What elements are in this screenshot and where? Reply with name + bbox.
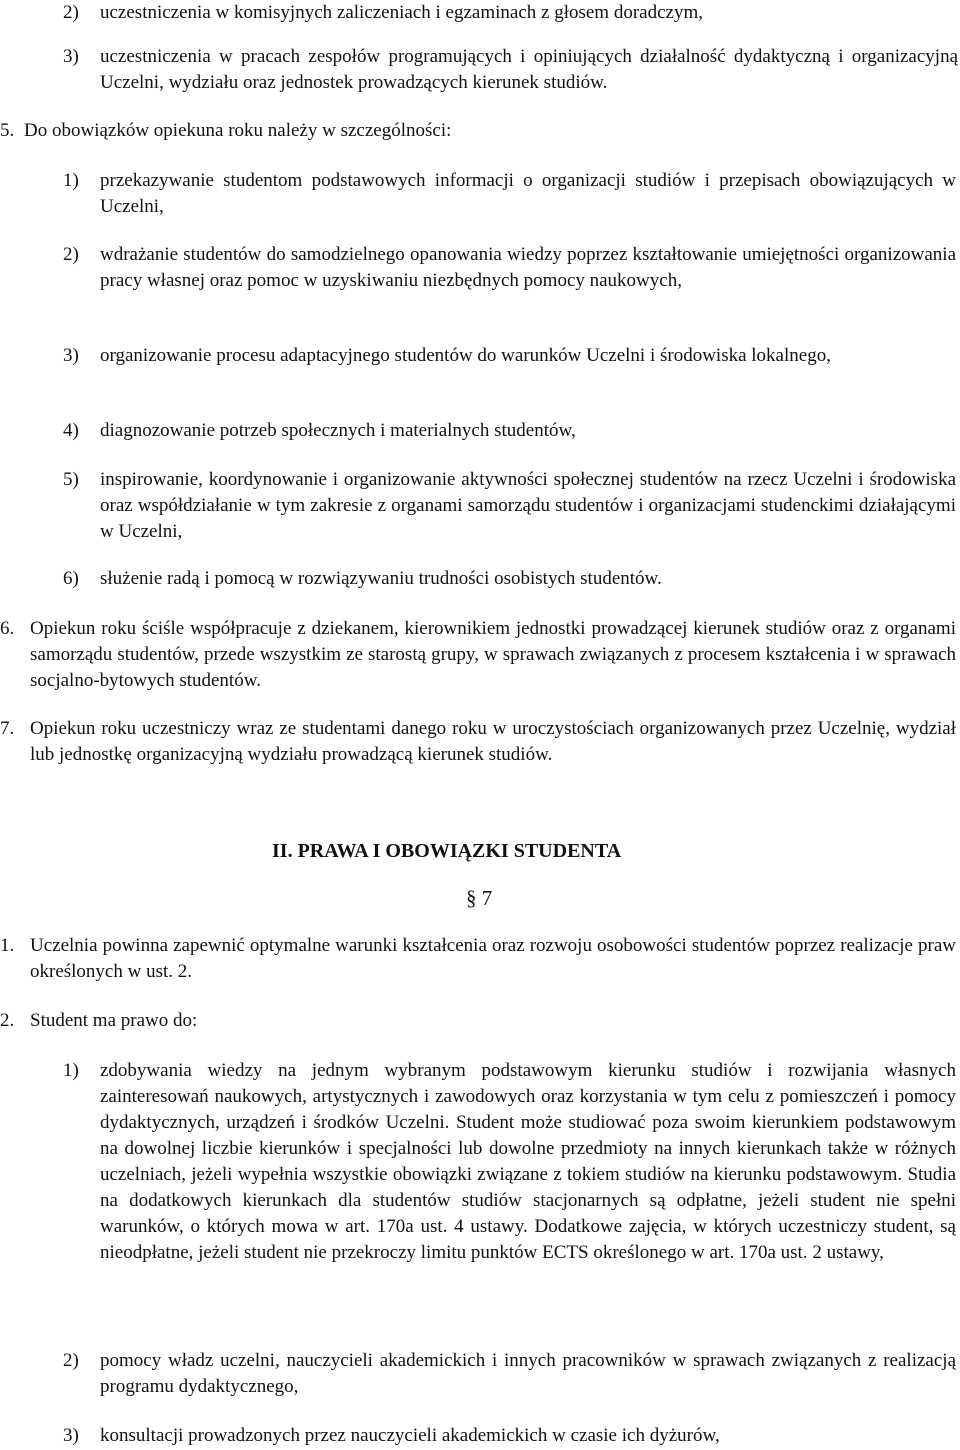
point-text: Opiekun roku uczestniczy wraz ze studentami danego roku w uroczystościach organizowanych przez Uczelnię, wydział lub jednostkę organizacyjną wydziału prowadzącą kierunek studiów.	[30, 718, 956, 765]
list-item-number: 2)	[63, 244, 79, 265]
list-item-number: 1)	[63, 1060, 79, 1081]
list-item-text: diagnozowanie potrzeb społecznych i materialnych studentów,	[100, 420, 576, 441]
section-title: II. PRAWA I OBOWIĄZKI STUDENTA	[272, 840, 622, 862]
point-number: 7.	[0, 718, 15, 739]
list-item-text: konsultacji prowadzonych przez nauczycieli akademickich w czasie ich dyżurów,	[100, 1425, 720, 1446]
list-item-number: 3)	[63, 1425, 79, 1446]
list-item-text: zdobywania wiedzy na jednym wybranym podstawowym kierunku studiów i rozwijania własnych zainteresowań naukowych, artystycznych i zawodowych oraz korzystania w tym celu z pomieszczeń i pomocy dydaktycznych, urządzeń i środków Uczelni. Student może studiować poza swoim kierunkiem podstawowym na dowolnej liczbie kierunków i specjalności lub dowolne przedmioty na innych kierunkach także w różnych uczelniach, jeżeli wypełnia wszystkie obowiązki związane z tokiem studiów na kierunku podstawowym. Studia na dodatkowych kierunkach dla studentów studiów stacjonarnych są odpłatne, jeżeli student nie spełni warunków, o których mowa w art. 170a ust. 4 ustawy. Dodatkowe zajęcia, w których uczestniczy student, są nieodpłatne, jeżeli student nie przekroczy limitu punktów ECTS określonego w art. 170a ust. 2 ustawy,	[100, 1060, 956, 1263]
list-item-text: wdrażanie studentów do samodzielnego opanowania wiedzy poprzez kształtowanie umiejętności organizowania pracy własnej oraz pomoc w uzyskiwaniu niezbędnych pomocy naukowych,	[100, 244, 956, 291]
paragraph-number: § 7	[466, 886, 493, 910]
list-item-number: 4)	[63, 420, 79, 441]
list-item-text: przekazywanie studentom podstawowych informacji o organizacji studiów i przepisach obowiązujących w Uczelni,	[100, 170, 956, 217]
point-number: 6.	[0, 618, 15, 639]
list-item-text: uczestniczenia w pracach zespołów programujących i opiniujących działalność dydaktyczną i organizacyjną Uczelni, wydziału oraz jednostek prowadzących kierunek studiów.	[100, 46, 958, 93]
list-item-number: 6)	[63, 568, 79, 589]
point-number: 2.	[0, 1010, 15, 1031]
point-text: Student ma prawo do:	[30, 1010, 198, 1031]
list-item-text: pomocy władz uczelni, nauczycieli akademickich i innych pracowników w sprawach związanych z realizacją programu dydaktycznego,	[100, 1350, 956, 1397]
list-item-text: uczestniczenia w komisyjnych zaliczeniach i egzaminach z głosem doradczym,	[100, 2, 703, 23]
point-text: Do obowiązków opiekuna roku należy w szczególności:	[24, 120, 452, 141]
point-number: 5.	[0, 120, 15, 141]
list-item-text: służenie radą i pomocą w rozwiązywaniu trudności osobistych studentów.	[100, 568, 662, 589]
list-item-number: 3)	[63, 46, 79, 67]
list-item-text: inspirowanie, koordynowanie i organizowanie aktywności społecznej studentów na rzecz Uczelni i środowiska oraz współdziałanie w tym zakresie z organami samorządu studentów i organizacjami studenckimi działającymi w Uczelni,	[100, 469, 956, 542]
list-item-number: 1)	[63, 170, 79, 191]
point-text: Uczelnia powinna zapewnić optymalne warunki kształcenia oraz rozwoju osobowości studentów poprzez realizacje praw określonych w ust. 2.	[30, 935, 956, 982]
list-item-number: 5)	[63, 469, 79, 490]
list-item-number: 3)	[63, 345, 79, 366]
point-number: 1.	[0, 935, 15, 956]
list-item-number: 2)	[63, 1350, 79, 1371]
list-item-text: organizowanie procesu adaptacyjnego studentów do warunków Uczelni i środowiska lokalnego,	[100, 345, 831, 366]
point-text: Opiekun roku ściśle współpracuje z dziekanem, kierownikiem jednostki prowadzącej kierunek studiów oraz z organami samorządu studentów, przede wszystkim ze starostą grupy, w sprawach związanych z procesem kształcenia i w sprawach socjalno-bytowych studentów.	[30, 618, 956, 691]
list-item-number: 2)	[63, 2, 79, 23]
